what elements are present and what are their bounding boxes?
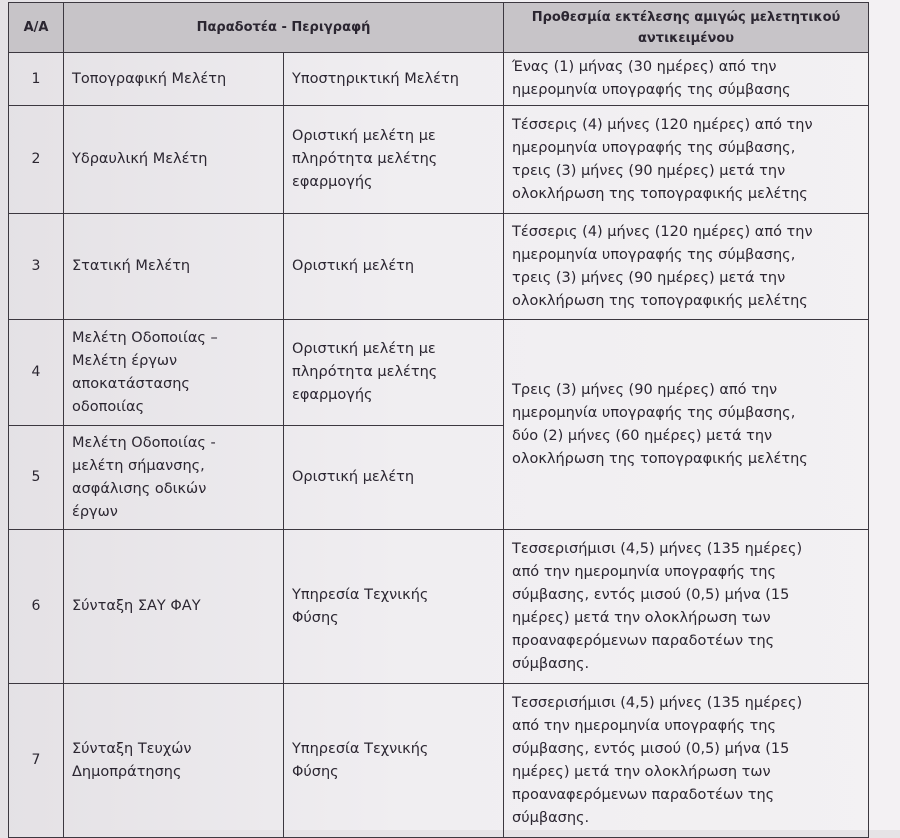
deliverable-type: Οριστική μελέτη με πληρότητα μελέτης εφαρμογής [284,320,504,426]
table-row [9,530,869,684]
header-deadline: Προθεσμία εκτέλεσης αμιγώς μελετητικού αντικειμένου [504,3,869,53]
deliverable-type: Οριστική μελέτη [284,214,504,320]
row-number: 6 [9,530,64,684]
table-row [9,320,869,426]
table-row [9,214,869,320]
table-header-row [9,3,869,53]
deadline-cell: Τεσσερισήμισι (4,5) μήνες (135 ημέρες) από την ημερομηνία υπογραφής της σύμβασης, εντός μισού (0,5) μήνα (15 ημέρες) μετά την ολοκλήρωση των προαναφερόμενων παραδοτέων της σύμβασης. [504,530,869,684]
table-row [9,53,869,106]
deliverable-name: Τοπογραφική Μελέτη [64,53,284,106]
deliverable-name: Στατική Μελέτη [64,214,284,320]
row-number: 3 [9,214,64,320]
deliverable-type: Υπηρεσία Τεχνικής Φύσης [284,684,504,838]
row-number: 1 [9,53,64,106]
deadline-cell: Τρεις (3) μήνες (90 ημέρες) από την ημερομηνία υπογραφής της σύμβασης, δύο (2) μήνες (60 ημέρες) μετά την ολοκλήρωση της τοπογραφικής μελέτης [504,320,869,530]
deadline-cell: Τεσσερισήμισι (4,5) μήνες (135 ημέρες) από την ημερομηνία υπογραφής της σύμβασης, εντός μισού (0,5) μήνα (15 ημέρες) μετά την ολοκλήρωση των προαναφερόμενων παραδοτέων της σύμβασης. [504,684,869,838]
deliverable-name: Υδραυλική Μελέτη [64,106,284,214]
deliverable-type: Οριστική μελέτη [284,426,504,530]
table-row [9,106,869,214]
table-row [9,684,869,838]
deliverable-name: Μελέτη Οδοποιίας - μελέτη σήμανσης, ασφάλισης οδικών έργων [64,426,284,530]
deliverables-table [8,2,869,838]
row-number: 2 [9,106,64,214]
header-deliverable: Παραδοτέα - Περιγραφή [64,3,504,53]
row-number: 7 [9,684,64,838]
deliverable-name: Σύνταξη ΣΑΥ ΦΑΥ [64,530,284,684]
deliverable-name: Σύνταξη Τευχών Δημοπράτησης [64,684,284,838]
row-number: 5 [9,426,64,530]
deliverable-type: Οριστική μελέτη με πληρότητα μελέτης εφαρμογής [284,106,504,214]
deliverable-type: Υπηρεσία Τεχνικής Φύσης [284,530,504,684]
deadline-cell: Ένας (1) μήνας (30 ημέρες) από την ημερομηνία υπογραφής της σύμβασης [504,53,869,106]
deliverable-type: Υποστηρικτική Μελέτη [284,53,504,106]
deliverable-name: Μελέτη Οδοποιίας – Μελέτη έργων αποκατάστασης οδοποιίας [64,320,284,426]
deadline-cell: Τέσσερις (4) μήνες (120 ημέρες) από την ημερομηνία υπογραφής της σύμβασης, τρεις (3) μήνες (90 ημέρες) μετά την ολοκλήρωση της τοπογραφικής μελέτης [504,106,869,214]
header-num: Α/Α [9,3,64,53]
row-number: 4 [9,320,64,426]
deadline-cell: Τέσσερις (4) μήνες (120 ημέρες) από την ημερομηνία υπογραφής της σύμβασης, τρεις (3) μήνες (90 ημέρες) μετά την ολοκλήρωση της τοπογραφικής μελέτης [504,214,869,320]
